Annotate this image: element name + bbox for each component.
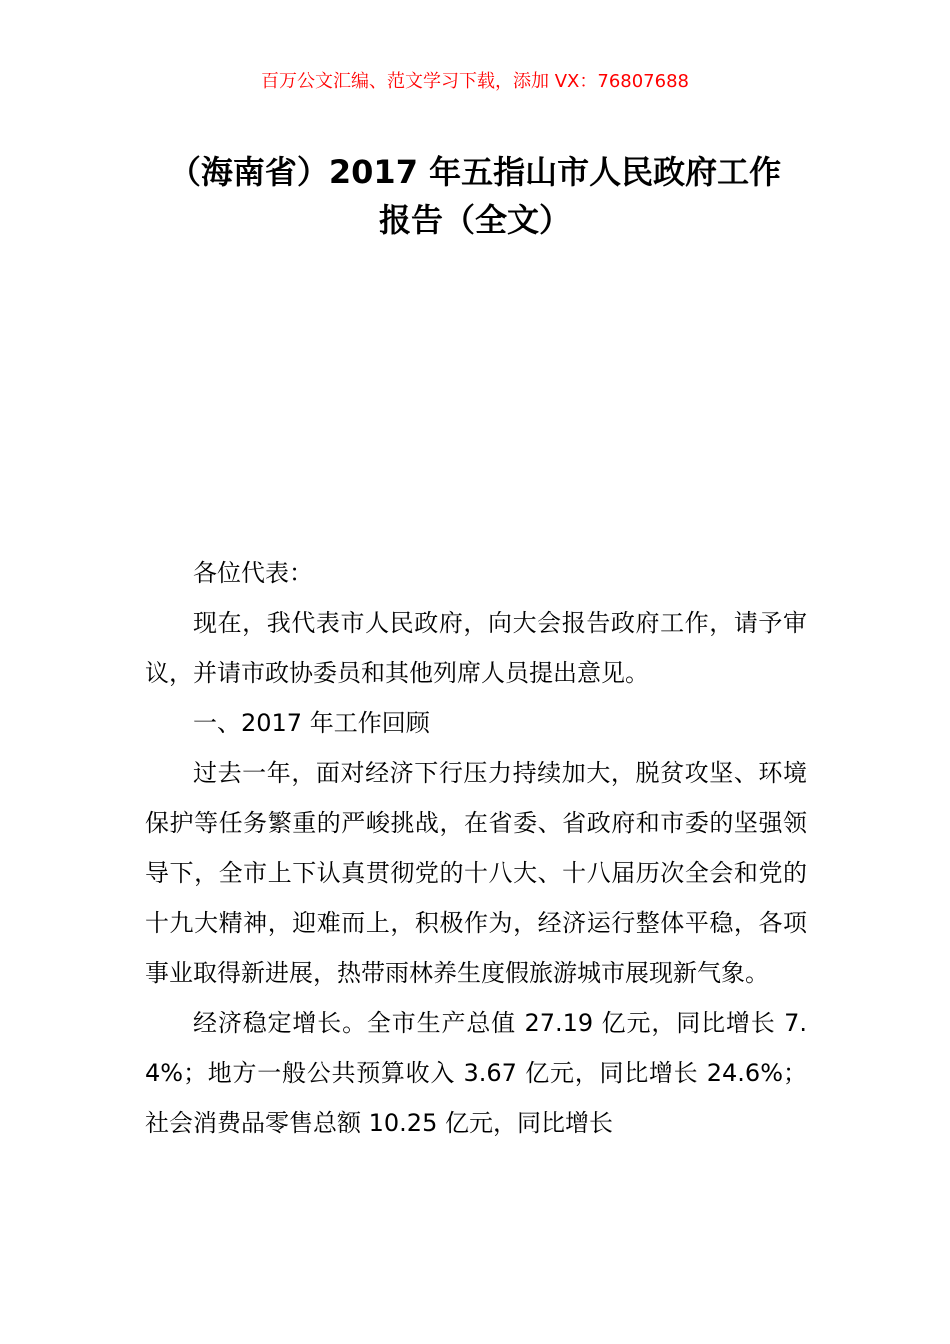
document-title [140, 148, 810, 244]
paragraph-salutation: 各位代表： [193, 559, 313, 587]
header-banner: 百万公文汇编、范文学习下载，添加 VX：76807688 [261, 71, 689, 92]
title-line-1: （海南省）2017 年五指山市人民政府工作 [168, 153, 782, 191]
paragraph-economy: 经济稳定增长。全市生产总值 27.19 亿元，同比增长 7.4%；地方一般公共预算收入 3.67 亿元，同比增长 24.6%；社会消费品零售总额 10.25 亿元，同比增长 [145, 1009, 807, 1137]
document-body [145, 548, 807, 1148]
section-heading: 一、2017 年工作回顾 [193, 709, 430, 737]
paragraph-intro: 现在，我代表市人民政府，向大会报告政府工作，请予审议，并请市政协委员和其他列席人员提出意见。 [145, 609, 807, 687]
title-line-2: 报告（全文） [378, 201, 571, 239]
paragraph-review: 过去一年，面对经济下行压力持续加大，脱贫攻坚、环境保护等任务繁重的严峻挑战，在省委、省政府和市委的坚强领导下，全市上下认真贯彻党的十八大、十八届历次全会和党的十九大精神，迎难而上，积极作为，经济运行整体平稳，各项事业取得新进展，热带雨林养生度假旅游城市展现新气象。 [145, 759, 807, 987]
